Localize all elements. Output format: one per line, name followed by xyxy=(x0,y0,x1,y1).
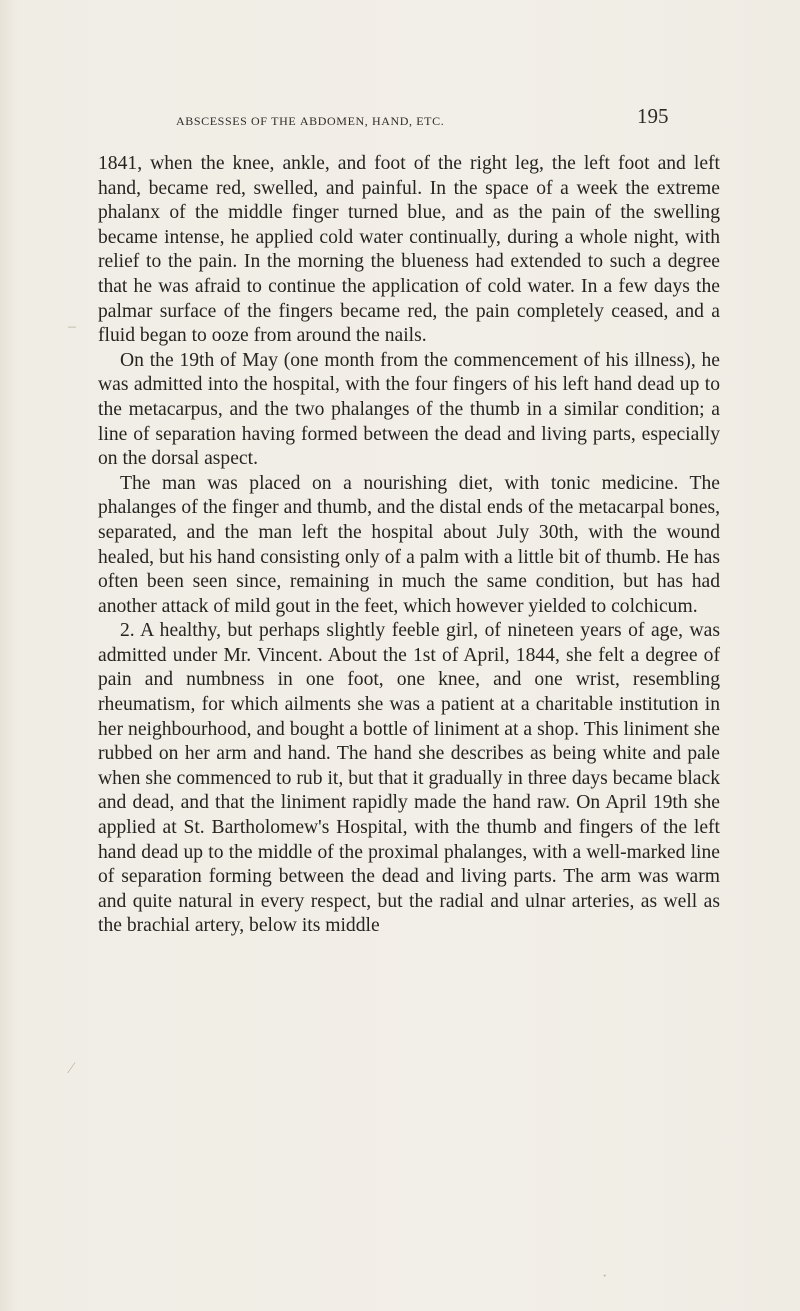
page-header xyxy=(0,104,800,140)
paragraph: On the 19th of May (one month from the commencement of his illness), he was admitted into the hospital, with the four fingers of his left hand dead up to the metacarpus, and the two phalanges of the thumb in a similar condition; a line of separation having formed between the dead and living parts, especially on the dorsal aspect. xyxy=(98,349,720,470)
margin-dash-mark: – xyxy=(68,318,76,335)
paragraph: The man was placed on a nourishing diet, with tonic medicine. The phalanges of the finger and thumb, and the distal ends of the metacarpal bones, separated, and the man left the hospital about July 30th, with the wound healed, but his hand consisting only of a palm with a little bit of thumb. He has often been seen since, remaining in much the same condition, but has had another attack of mild gout in the feet, which however yielded to colchicum. xyxy=(98,472,720,617)
running-head: abscesses of the abdomen, hand, etc. xyxy=(176,110,445,129)
page-number: 195 xyxy=(637,104,669,128)
paragraph: 1841, when the knee, ankle, and foot of the right leg, the left foot and left hand, became red, swelled, and painful. In the space of a week the extreme phalanx of the middle finger turned blue, and as the pain of the swelling became intense, he applied cold water continually, during a whole night, with relief to the pain. In the morning the blueness had extended to such a degree that he was afraid to continue the application of cold water. In a few days the palmar surface of the fingers became red, the pain completely ceased, and a fluid began to ooze from around the nails. xyxy=(98,153,720,347)
paragraph: 2. A healthy, but perhaps slightly feeble girl, of nineteen years of age, was admitted under Mr. Vincent. About the 1st of April, 1844, she felt a degree of pain and numbness in one foot, one knee, and one wrist, resembling rheumatism, for which ailments she was a patient at a charitable institution in her neighbourhood, and bought a bottle of liniment at a shop. This liniment she rubbed on her arm and hand. The hand she describes as being white and pale when she commenced to rub it, but that it gradually in three days became black and dead, and that the liniment rapidly made the hand raw. On April 19th she applied at St. Bartholomew's Hospital, with the thumb and fingers of the left hand dead up to the middle of the proximal phalanges, with a well-marked line of separation forming between the dead and living parts. The arm was warm and quite natural in every respect, but the radial and ulnar arteries, as well as the brachial artery, below its middle xyxy=(98,620,720,937)
page-speck-mark: · xyxy=(602,1268,608,1285)
body-text xyxy=(98,152,720,939)
margin-pencil-mark: ⁄ xyxy=(70,1060,73,1077)
